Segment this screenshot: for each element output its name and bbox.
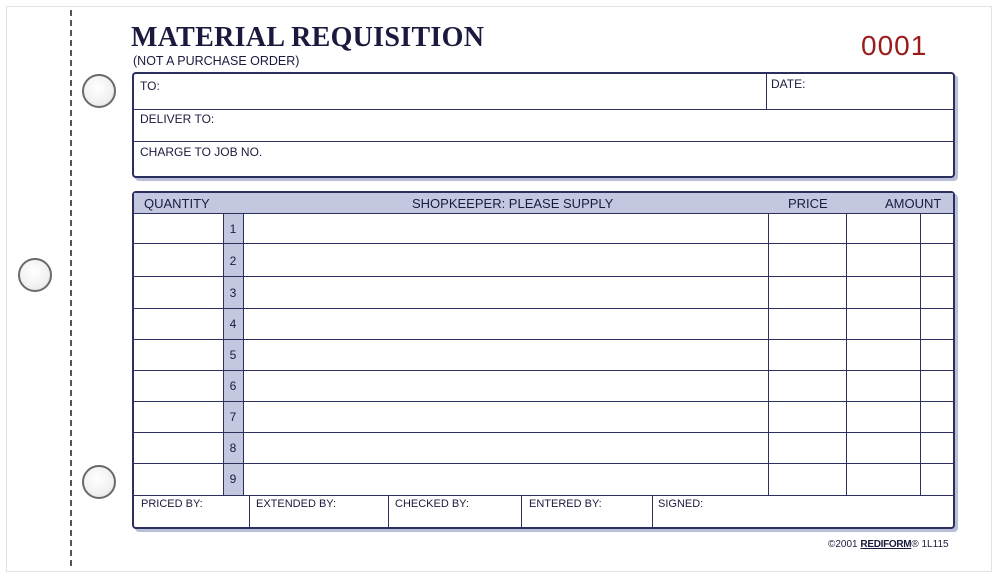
- binder-hole-bottom: [82, 465, 116, 499]
- form-footer: [828, 539, 949, 550]
- deliver-to-label: DELIVER TO:: [140, 112, 215, 126]
- price-header: PRICE: [788, 196, 828, 211]
- description-header: SHOPKEEPER: PLEASE SUPPLY: [412, 196, 614, 211]
- line-number: 8: [229, 441, 237, 455]
- quantity-header: QUANTITY: [144, 196, 210, 211]
- amount-header: AMOUNT: [885, 196, 942, 211]
- charge-to-job-label: CHARGE TO JOB NO.: [140, 145, 263, 159]
- form-subtitle: (NOT A PURCHASE ORDER): [133, 54, 300, 68]
- line-number: 1: [229, 222, 237, 236]
- product-code: 1L115: [921, 539, 949, 550]
- line-number: 7: [229, 410, 237, 424]
- line-number: 4: [229, 317, 237, 331]
- registered-mark: ®: [911, 539, 919, 550]
- signed-label: SIGNED:: [658, 498, 704, 510]
- brand-logo: REDIFORM: [860, 539, 912, 550]
- priced-by-label: PRICED BY:: [141, 498, 203, 510]
- line-number: 9: [229, 472, 237, 486]
- line-number: 6: [229, 379, 237, 393]
- header-box: [132, 72, 955, 178]
- perforation-line: [70, 10, 72, 566]
- copyright-text: ©2001: [828, 539, 858, 550]
- entered-by-label: ENTERED BY:: [529, 498, 602, 510]
- binder-hole-top: [82, 74, 116, 108]
- to-label: TO:: [140, 79, 160, 93]
- serial-number: 0001: [861, 30, 928, 61]
- binder-hole-middle: [18, 258, 52, 292]
- line-number: 2: [229, 254, 237, 268]
- form-title: MATERIAL REQUISITION: [131, 22, 485, 53]
- line-number: 5: [229, 348, 237, 362]
- checked-by-label: CHECKED BY:: [395, 498, 469, 510]
- line-number: 3: [229, 286, 237, 300]
- items-box: [132, 191, 955, 529]
- date-label: DATE:: [771, 77, 806, 91]
- extended-by-label: EXTENDED BY:: [256, 498, 337, 510]
